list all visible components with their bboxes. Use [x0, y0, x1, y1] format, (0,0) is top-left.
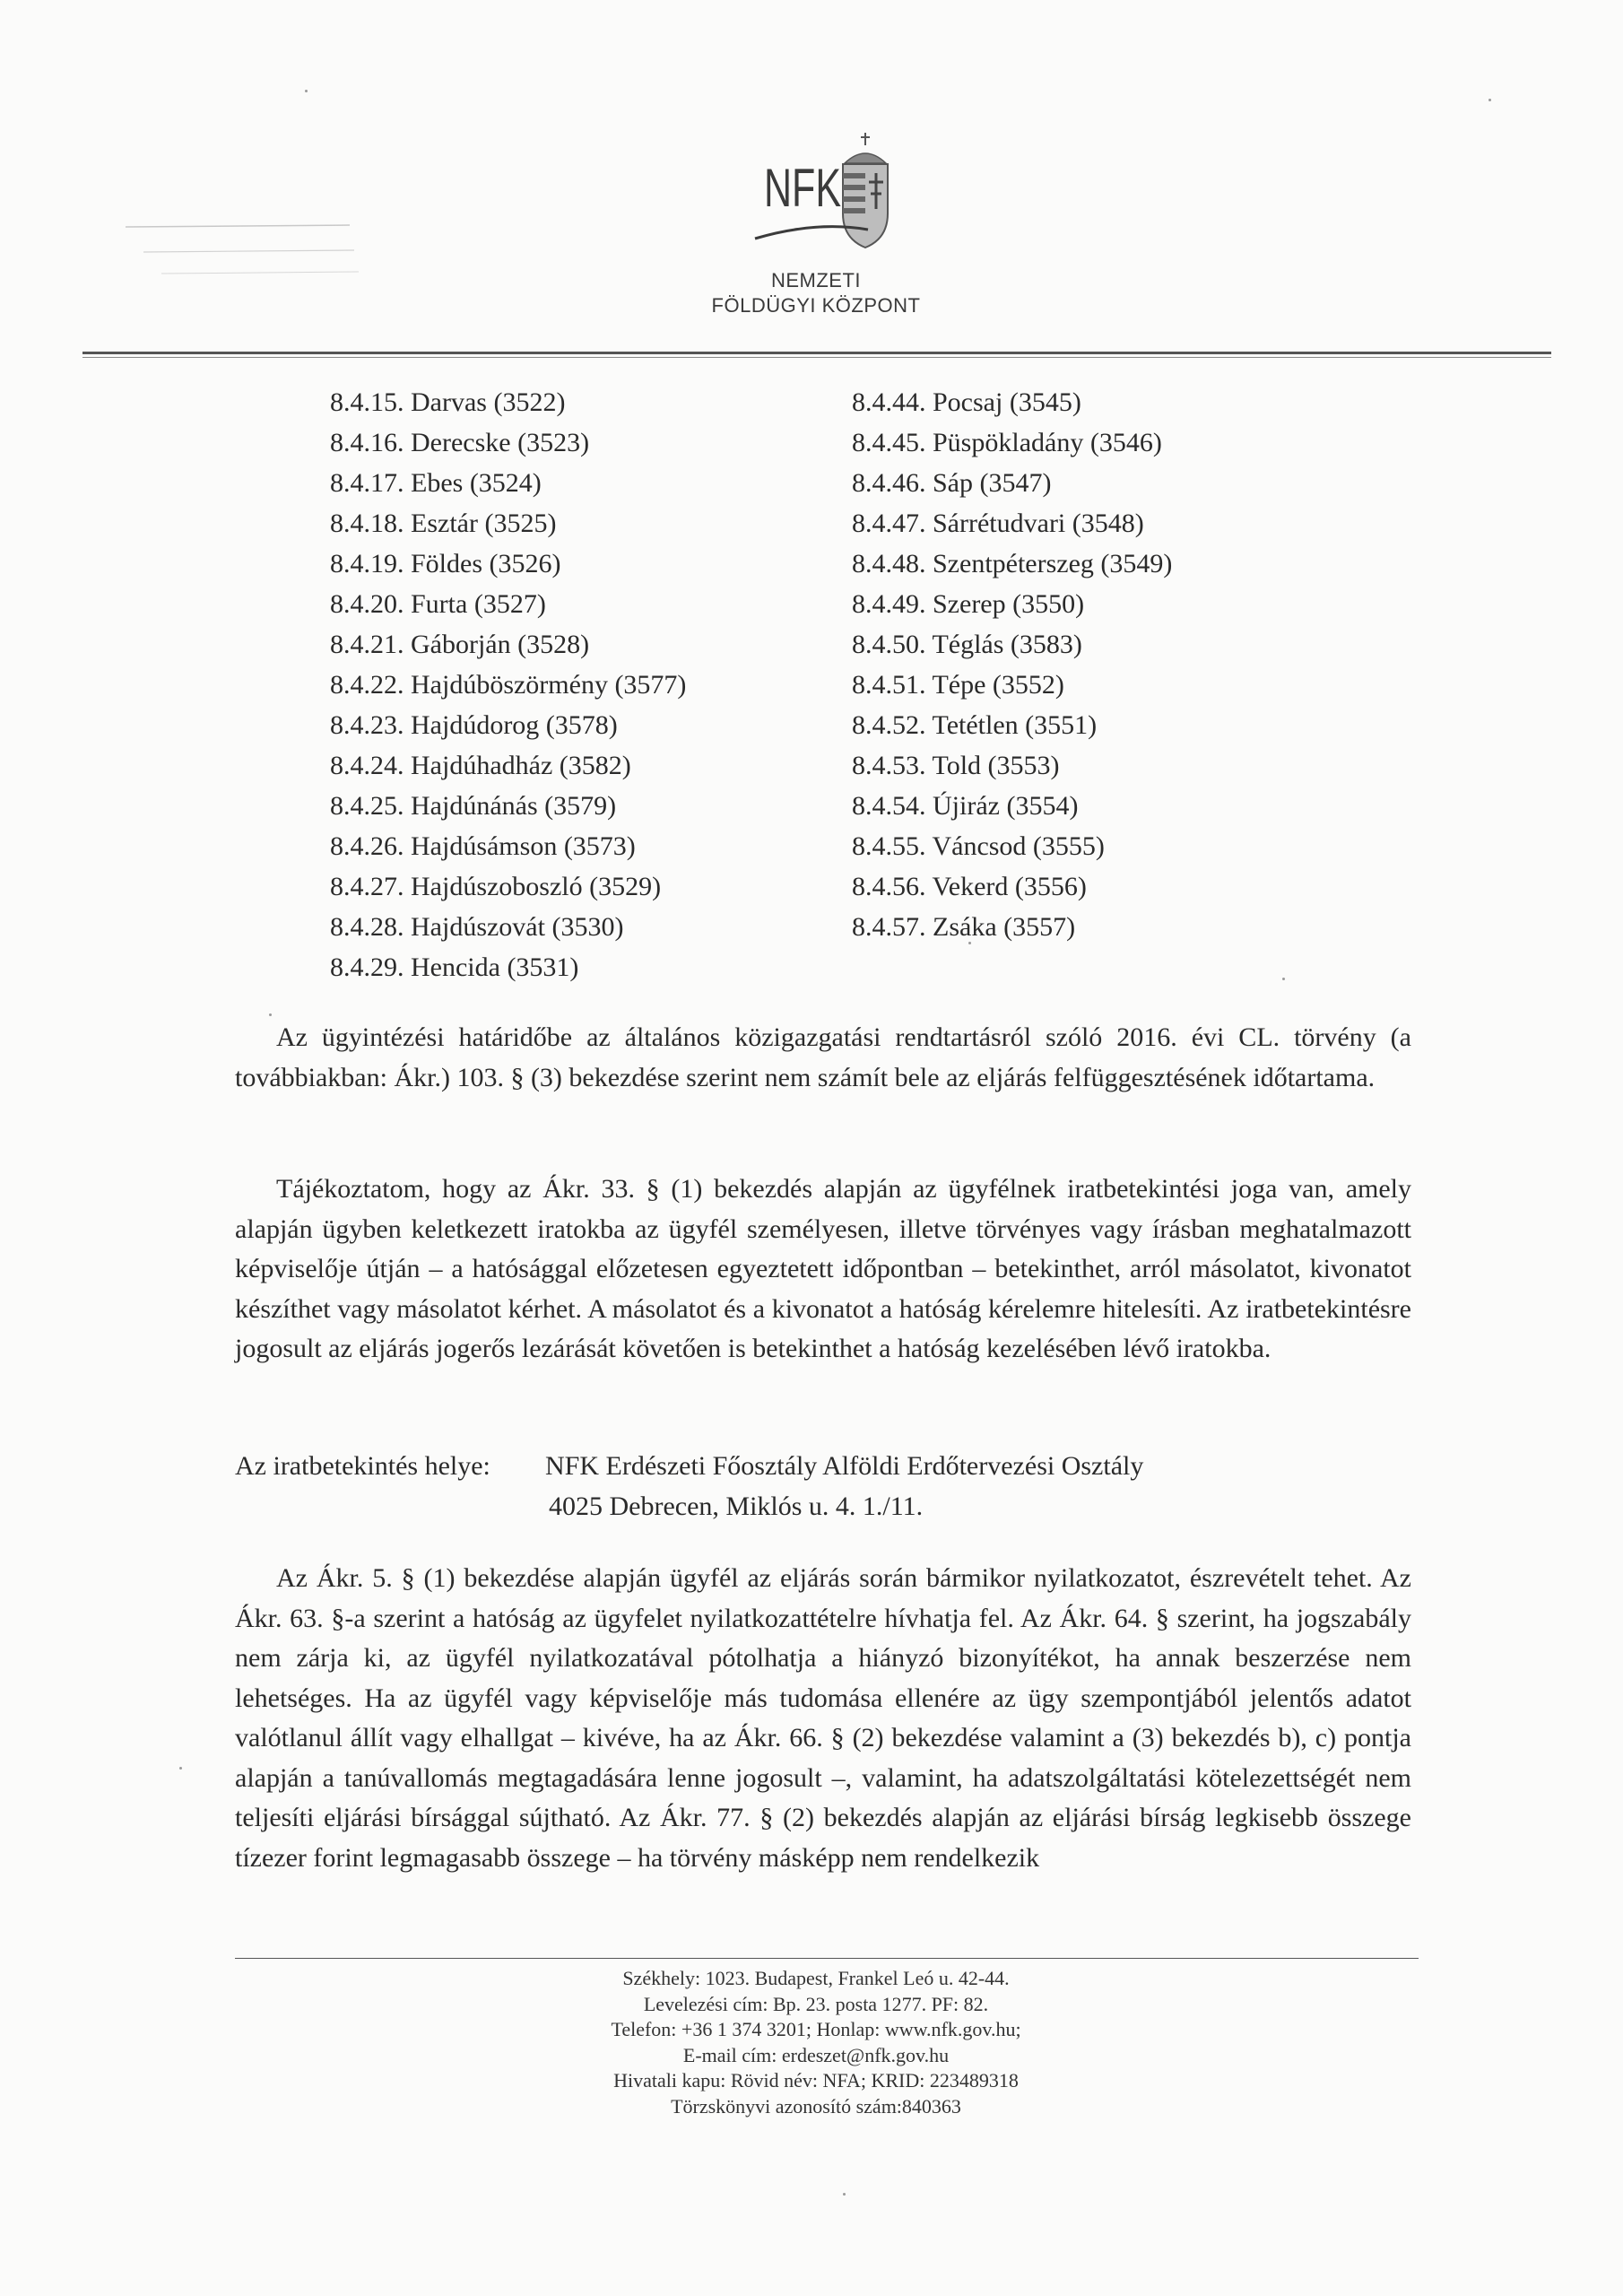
list-item: 8.4.49. Szerep (3550) [852, 589, 1085, 619]
scan-speck [305, 90, 308, 92]
list-item: 8.4.57. Zsáka (3557) [852, 912, 1076, 942]
org-name-line1: NEMZETI [770, 269, 862, 291]
scan-artifact-lines [126, 220, 359, 283]
settlement-list-left [330, 382, 686, 987]
footer-mail: Levelezési cím: Bp. 23. posta 1277. PF: 82. [643, 1992, 989, 2015]
list-item: 8.4.50. Téglás (3583) [852, 630, 1082, 659]
footer-registry: Törzskönyvi azonosító szám:840363 [671, 2094, 961, 2118]
list-item: 8.4.25. Hajdúnánás (3579) [330, 791, 617, 821]
list-item: 8.4.44. Pocsaj (3545) [852, 387, 1081, 417]
list-item: 8.4.16. Derecske (3523) [330, 428, 590, 457]
list-item: 8.4.21. Gáborján (3528) [330, 630, 590, 659]
paragraph-document-access: Tájékoztatom, hogy az Ákr. 33. § (1) bekezdés alapján az ügyfélnek iratbetekintési joga van, amely alapján ügyben keletkezett iratokba az ügyfél személyesen, illetve törvényes vagy írásban meghatalmazott képviselője útján – a hatósággal előzetesen egyeztetett időpontban – betekinthet, arról másolatot, kivonatot készíthet vagy másolatot kérhet. A másolatot és a kivonatot a hatóság kérelemre hitelesíti. Az iratbetekintésre jogosult az eljárás jogerős lezárását követően is betekinthet a hatóság kezelésében lévő iratokba. [235, 1174, 1411, 1363]
list-item: 8.4.52. Tetétlen (3551) [852, 710, 1098, 740]
scan-speck [968, 942, 971, 944]
inspection-place-office: NFK Erdészeti Főosztály Alföldi Erdőtervezési Osztály [545, 1451, 1144, 1481]
list-item: 8.4.20. Furta (3527) [330, 589, 546, 619]
list-item: 8.4.15. Darvas (3522) [330, 387, 566, 417]
footer-gateway: Hivatali kapu: Rövid név: NFA; KRID: 223489318 [613, 2069, 1019, 2092]
list-item: 8.4.29. Hencida (3531) [330, 952, 579, 982]
list-item: 8.4.46. Sáp (3547) [852, 468, 1052, 498]
settlement-list-right [852, 382, 1172, 947]
scan-speck [1282, 978, 1285, 980]
paragraph-deadline: Az ügyintézési határidőbe az általános közigazgatási rendtartásról szóló 2016. évi CL. törvény (a továbbiakban: Ákr.) 103. § (3) bekezdése szerint nem számít bele az eljárás felfüggesztésének időtartama. [235, 1022, 1411, 1092]
footer-email: E-mail cím: erdeszet@nfk.gov.hu [682, 2043, 950, 2066]
list-item: 8.4.22. Hajdúböszörmény (3577) [330, 670, 687, 700]
list-item: 8.4.45. Püspökladány (3546) [852, 428, 1162, 457]
scan-speck [1488, 99, 1491, 101]
list-item: 8.4.26. Hajdúsámson (3573) [330, 831, 636, 861]
list-item: 8.4.27. Hajdúszoboszló (3529) [330, 872, 662, 901]
list-item: 8.4.17. Ebes (3524) [330, 468, 542, 498]
inspection-place [235, 1446, 1143, 1526]
inspection-place-address: 4025 Debrecen, Miklós u. 4. 1./11. [549, 1492, 924, 1521]
list-item: 8.4.18. Esztár (3525) [330, 509, 557, 538]
list-item: 8.4.24. Hajdúhadház (3582) [330, 751, 631, 780]
list-item: 8.4.56. Vekerd (3556) [852, 872, 1087, 901]
org-name-line2: FÖLDÜGYI KÖZPONT [711, 294, 921, 317]
list-item: 8.4.23. Hajdúdorog (3578) [330, 710, 618, 740]
paragraph-statements: Az Ákr. 5. § (1) bekezdése alapján ügyfél az eljárás során bármikor nyilatkozatot, észrevételt tehet. Az Ákr. 63. §-a szerint a hatóság az ügyfelet nyilatkozattételre hívhatja fel. Az Ákr. 64. § szerint, ha jogszabály nem zárja ki, az ügyfél nyilatkozatával pótolhatja a hiányzó bizonyítékot, ha annak beszerzése nem lehetséges. Ha az ügyfél vagy képviselője más tudomása ellenére az ügy szempontjából jelentős adatot valótlanul állít vagy elhallgat – kivéve, ha az Ákr. 66. § (2) bekezdése valamint a (3) bekezdés b), c) pontja alapján a tanúvallomás megtagadására lenne jogosult –, valamint, ha adatszolgáltatási kötelezettségét nem teljesíti eljárási bírsággal sújtható. Az Ákr. 77. § (2) bekezdés alapján az eljárási bírság legkisebb összege tízezer forint legmagasabb összege – ha törvény másképp nem rendelkezik [235, 1563, 1411, 1873]
inspection-place-label: Az iratbetekintés helye: [235, 1451, 490, 1481]
nfk-logo [753, 124, 915, 258]
scan-speck [179, 1767, 182, 1770]
header-rule [82, 352, 1551, 354]
list-item: 8.4.54. Újiráz (3554) [852, 791, 1079, 821]
footer-phone: Telefon: +36 1 374 3201; Honlap: www.nfk.gov.hu; [611, 2018, 1021, 2040]
list-item: 8.4.55. Váncsod (3555) [852, 831, 1105, 861]
list-item: 8.4.28. Hajdúszovát (3530) [330, 912, 624, 942]
scan-speck [843, 2193, 846, 2196]
footer-rule [235, 1958, 1419, 1959]
scan-speck [269, 1013, 272, 1016]
list-item: 8.4.51. Tépe (3552) [852, 670, 1064, 700]
list-item: 8.4.48. Szentpéterszeg (3549) [852, 549, 1173, 578]
footer-contact [395, 1966, 1237, 2119]
list-item: 8.4.47. Sárrétudvari (3548) [852, 509, 1144, 538]
logo-letters: NFK [764, 158, 841, 218]
footer-seat: Székhely: 1023. Budapest, Frankel Leó u. 42-44. [622, 1967, 1010, 1989]
list-item: 8.4.53. Told (3553) [852, 751, 1060, 780]
list-item: 8.4.19. Földes (3526) [330, 549, 561, 578]
header-rule-thin [82, 357, 1551, 358]
